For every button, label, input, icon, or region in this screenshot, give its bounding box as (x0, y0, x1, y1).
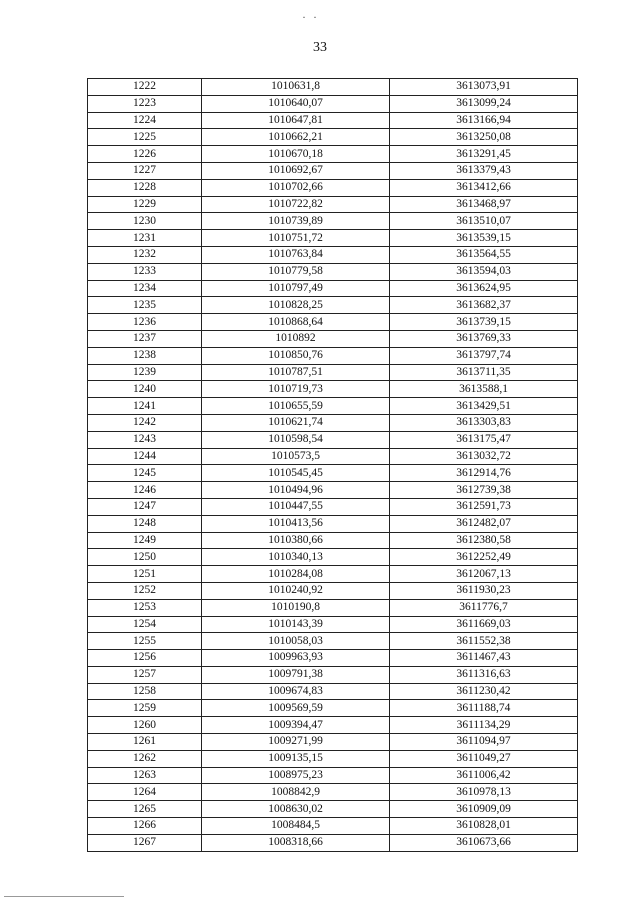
y-coordinate-cell: 3611006,42 (390, 767, 578, 784)
x-coordinate-cell: 1010828,25 (202, 297, 390, 314)
x-coordinate-cell: 1010763,84 (202, 246, 390, 263)
y-coordinate-cell: 3613291,45 (390, 146, 578, 163)
y-coordinate-cell: 3613429,51 (390, 398, 578, 415)
table-row (88, 297, 578, 314)
point-number-cell: 1259 (88, 700, 202, 717)
table-row (88, 599, 578, 616)
x-coordinate-cell: 1010190,8 (202, 599, 390, 616)
y-coordinate-cell: 3611669,03 (390, 616, 578, 633)
x-coordinate-cell: 1008318,66 (202, 834, 390, 851)
y-coordinate-cell: 3612380,58 (390, 532, 578, 549)
point-number-cell: 1257 (88, 666, 202, 683)
y-coordinate-cell: 3613379,43 (390, 162, 578, 179)
x-coordinate-cell: 1010240,92 (202, 582, 390, 599)
point-number-cell: 1244 (88, 448, 202, 465)
x-coordinate-cell: 1010143,39 (202, 616, 390, 633)
point-number-cell: 1242 (88, 414, 202, 431)
x-coordinate-cell: 1010779,58 (202, 263, 390, 280)
table-row (88, 767, 578, 784)
point-number-cell: 1225 (88, 129, 202, 146)
table-row (88, 717, 578, 734)
point-number-cell: 1245 (88, 465, 202, 482)
table-row (88, 734, 578, 751)
y-coordinate-cell: 3610828,01 (390, 818, 578, 835)
y-coordinate-cell: 3612914,76 (390, 465, 578, 482)
x-coordinate-cell: 1008975,23 (202, 767, 390, 784)
table-row (88, 112, 578, 129)
point-number-cell: 1251 (88, 566, 202, 583)
point-number-cell: 1224 (88, 112, 202, 129)
y-coordinate-cell: 3611776,7 (390, 599, 578, 616)
coordinates-table-body (88, 79, 578, 852)
table-row (88, 482, 578, 499)
margin-line (4, 896, 124, 897)
y-coordinate-cell: 3612482,07 (390, 515, 578, 532)
point-number-cell: 1262 (88, 750, 202, 767)
table-row (88, 330, 578, 347)
table-row (88, 263, 578, 280)
point-number-cell: 1260 (88, 717, 202, 734)
point-number-cell: 1249 (88, 532, 202, 549)
y-coordinate-cell: 3612591,73 (390, 498, 578, 515)
x-coordinate-cell: 1010631,8 (202, 79, 390, 96)
x-coordinate-cell: 1010751,72 (202, 230, 390, 247)
x-coordinate-cell: 1010787,51 (202, 364, 390, 381)
point-number-cell: 1266 (88, 818, 202, 835)
point-number-cell: 1252 (88, 582, 202, 599)
x-coordinate-cell: 1010670,18 (202, 146, 390, 163)
table-row (88, 549, 578, 566)
point-number-cell: 1228 (88, 179, 202, 196)
point-number-cell: 1235 (88, 297, 202, 314)
point-number-cell: 1226 (88, 146, 202, 163)
x-coordinate-cell: 1010662,21 (202, 129, 390, 146)
y-coordinate-cell: 3610673,66 (390, 834, 578, 851)
table-row (88, 230, 578, 247)
y-coordinate-cell: 3610909,09 (390, 801, 578, 818)
y-coordinate-cell: 3612252,49 (390, 549, 578, 566)
table-row (88, 79, 578, 96)
point-number-cell: 1223 (88, 95, 202, 112)
y-coordinate-cell: 3612067,13 (390, 566, 578, 583)
x-coordinate-cell: 1010621,74 (202, 414, 390, 431)
x-coordinate-cell: 1010545,45 (202, 465, 390, 482)
x-coordinate-cell: 1010692,67 (202, 162, 390, 179)
x-coordinate-cell: 1009791,38 (202, 666, 390, 683)
x-coordinate-cell: 1010850,76 (202, 347, 390, 364)
y-coordinate-cell: 3613711,35 (390, 364, 578, 381)
x-coordinate-cell: 1010380,66 (202, 532, 390, 549)
y-coordinate-cell: 3610978,13 (390, 784, 578, 801)
point-number-cell: 1237 (88, 330, 202, 347)
table-row (88, 801, 578, 818)
table-row (88, 582, 578, 599)
point-number-cell: 1222 (88, 79, 202, 96)
table-row (88, 498, 578, 515)
point-number-cell: 1256 (88, 650, 202, 667)
y-coordinate-cell: 3613303,83 (390, 414, 578, 431)
x-coordinate-cell: 1009394,47 (202, 717, 390, 734)
y-coordinate-cell: 3613539,15 (390, 230, 578, 247)
y-coordinate-cell: 3611552,38 (390, 633, 578, 650)
y-coordinate-cell: 3612739,38 (390, 482, 578, 499)
table-row (88, 566, 578, 583)
point-number-cell: 1261 (88, 734, 202, 751)
x-coordinate-cell: 1010340,13 (202, 549, 390, 566)
y-coordinate-cell: 3613510,07 (390, 213, 578, 230)
y-coordinate-cell: 3613797,74 (390, 347, 578, 364)
x-coordinate-cell: 1008484,5 (202, 818, 390, 835)
x-coordinate-cell: 1010598,54 (202, 431, 390, 448)
table-row (88, 448, 578, 465)
x-coordinate-cell: 1010702,66 (202, 179, 390, 196)
table-row (88, 179, 578, 196)
table-row (88, 364, 578, 381)
table-row (88, 515, 578, 532)
table-row (88, 750, 578, 767)
table-row (88, 146, 578, 163)
point-number-cell: 1250 (88, 549, 202, 566)
y-coordinate-cell: 3611134,29 (390, 717, 578, 734)
point-number-cell: 1246 (88, 482, 202, 499)
table-row (88, 616, 578, 633)
point-number-cell: 1234 (88, 280, 202, 297)
point-number-cell: 1241 (88, 398, 202, 415)
x-coordinate-cell: 1010797,49 (202, 280, 390, 297)
table-row (88, 314, 578, 331)
x-coordinate-cell: 1008630,02 (202, 801, 390, 818)
point-number-cell: 1240 (88, 381, 202, 398)
point-number-cell: 1267 (88, 834, 202, 851)
point-number-cell: 1258 (88, 683, 202, 700)
table-row (88, 532, 578, 549)
y-coordinate-cell: 3613564,55 (390, 246, 578, 263)
table-row (88, 95, 578, 112)
table-row (88, 347, 578, 364)
y-coordinate-cell: 3613588,1 (390, 381, 578, 398)
x-coordinate-cell: 1009674,83 (202, 683, 390, 700)
x-coordinate-cell: 1010647,81 (202, 112, 390, 129)
table-row (88, 381, 578, 398)
y-coordinate-cell: 3613032,72 (390, 448, 578, 465)
y-coordinate-cell: 3613073,91 (390, 79, 578, 96)
point-number-cell: 1248 (88, 515, 202, 532)
point-number-cell: 1236 (88, 314, 202, 331)
point-number-cell: 1255 (88, 633, 202, 650)
table-row (88, 818, 578, 835)
table-row (88, 162, 578, 179)
y-coordinate-cell: 3611094,97 (390, 734, 578, 751)
y-coordinate-cell: 3613099,24 (390, 95, 578, 112)
y-coordinate-cell: 3611467,43 (390, 650, 578, 667)
point-number-cell: 1253 (88, 599, 202, 616)
x-coordinate-cell: 1010413,56 (202, 515, 390, 532)
x-coordinate-cell: 1010719,73 (202, 381, 390, 398)
table-row (88, 834, 578, 851)
table-row (88, 431, 578, 448)
point-number-cell: 1239 (88, 364, 202, 381)
coordinates-table (87, 78, 578, 852)
x-coordinate-cell: 1010284,08 (202, 566, 390, 583)
y-coordinate-cell: 3613250,08 (390, 129, 578, 146)
y-coordinate-cell: 3611316,63 (390, 666, 578, 683)
y-coordinate-cell: 3613769,33 (390, 330, 578, 347)
table-row (88, 246, 578, 263)
x-coordinate-cell: 1010640,07 (202, 95, 390, 112)
table-row (88, 784, 578, 801)
table-row (88, 666, 578, 683)
point-number-cell: 1229 (88, 196, 202, 213)
point-number-cell: 1243 (88, 431, 202, 448)
table-row (88, 683, 578, 700)
y-coordinate-cell: 3613624,95 (390, 280, 578, 297)
point-number-cell: 1233 (88, 263, 202, 280)
point-number-cell: 1265 (88, 801, 202, 818)
table-row (88, 196, 578, 213)
y-coordinate-cell: 3613166,94 (390, 112, 578, 129)
y-coordinate-cell: 3611049,27 (390, 750, 578, 767)
table-row (88, 465, 578, 482)
x-coordinate-cell: 1010058,03 (202, 633, 390, 650)
x-coordinate-cell: 1010573,5 (202, 448, 390, 465)
x-coordinate-cell: 1010655,59 (202, 398, 390, 415)
table-row (88, 129, 578, 146)
point-number-cell: 1247 (88, 498, 202, 515)
y-coordinate-cell: 3611230,42 (390, 683, 578, 700)
x-coordinate-cell: 1010868,64 (202, 314, 390, 331)
point-number-cell: 1264 (88, 784, 202, 801)
y-coordinate-cell: 3611930,23 (390, 582, 578, 599)
y-coordinate-cell: 3613468,97 (390, 196, 578, 213)
table-row (88, 414, 578, 431)
y-coordinate-cell: 3613412,66 (390, 179, 578, 196)
x-coordinate-cell: 1010494,96 (202, 482, 390, 499)
table-row (88, 280, 578, 297)
point-number-cell: 1238 (88, 347, 202, 364)
point-number-cell: 1231 (88, 230, 202, 247)
table-row (88, 650, 578, 667)
table-row (88, 700, 578, 717)
y-coordinate-cell: 3613739,15 (390, 314, 578, 331)
x-coordinate-cell: 1010892 (202, 330, 390, 347)
x-coordinate-cell: 1009135,15 (202, 750, 390, 767)
point-number-cell: 1263 (88, 767, 202, 784)
point-number-cell: 1254 (88, 616, 202, 633)
point-number-cell: 1230 (88, 213, 202, 230)
point-number-cell: 1227 (88, 162, 202, 179)
x-coordinate-cell: 1010722,82 (202, 196, 390, 213)
point-number-cell: 1232 (88, 246, 202, 263)
table-row (88, 398, 578, 415)
x-coordinate-cell: 1009569,59 (202, 700, 390, 717)
y-coordinate-cell: 3613682,37 (390, 297, 578, 314)
page-number: 33 (313, 40, 327, 55)
x-coordinate-cell: 1010447,55 (202, 498, 390, 515)
x-coordinate-cell: 1010739,89 (202, 213, 390, 230)
x-coordinate-cell: 1009271,99 (202, 734, 390, 751)
x-coordinate-cell: 1008842,9 (202, 784, 390, 801)
table-row (88, 213, 578, 230)
y-coordinate-cell: 3613594,03 (390, 263, 578, 280)
y-coordinate-cell: 3613175,47 (390, 431, 578, 448)
scan-artifact: · · (302, 10, 319, 24)
table-row (88, 633, 578, 650)
x-coordinate-cell: 1009963,93 (202, 650, 390, 667)
y-coordinate-cell: 3611188,74 (390, 700, 578, 717)
